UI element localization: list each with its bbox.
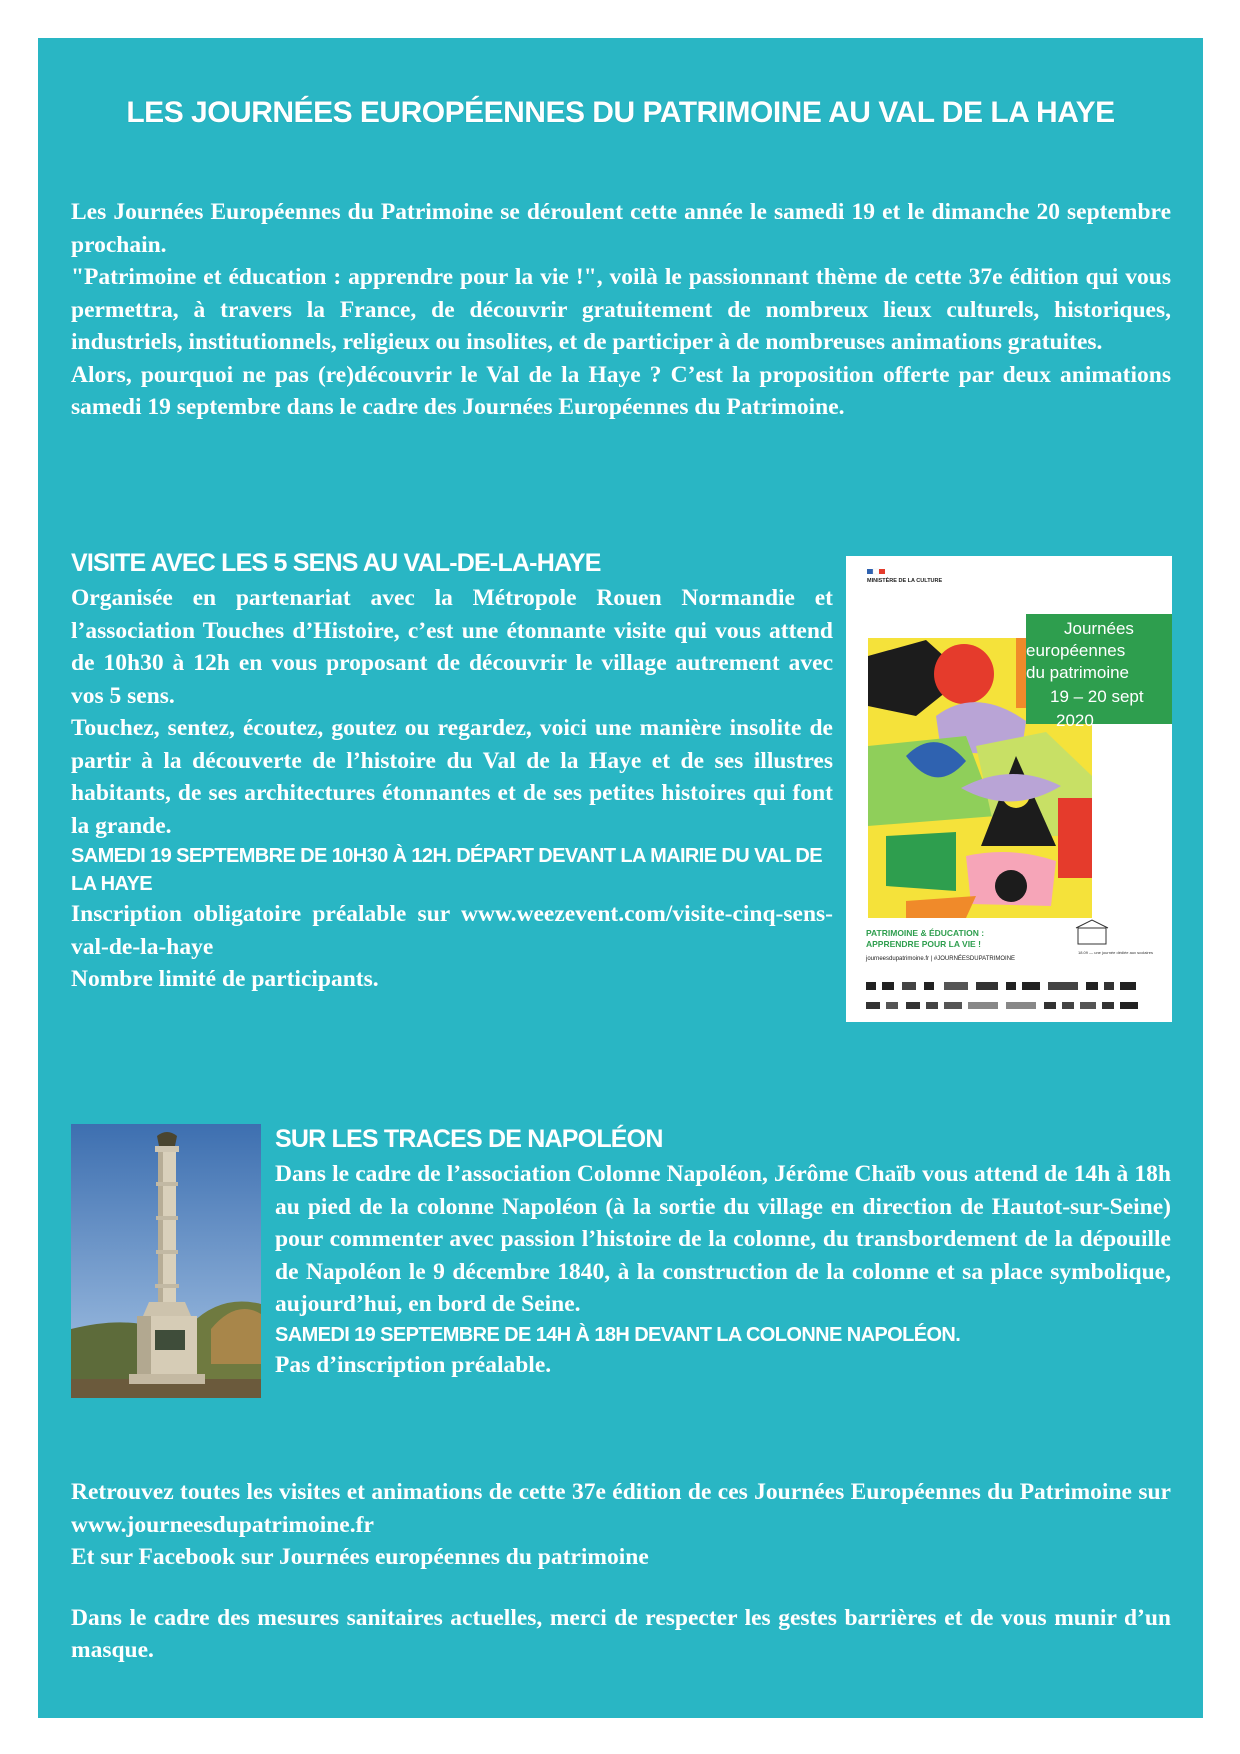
napoleon-column-photo [71, 1124, 261, 1398]
napoleon-paragraph: Dans le cadre de l’association Colonne Napoléon, Jérôme Chaïb vous attend de 14h à 18h au pied de la colonne Napoléon (à la sortie du village en direction de Hautot-sur-Seine) pour commenter avec passion l’histoire de la colonne, du transbordement de la dépouille de Napoléon le 9 décembre 1840, à la construction de la colonne et sa place symbolique, aujourd’hui, en bord de Seine. [275, 1161, 1171, 1317]
poster-artwork [846, 556, 1172, 1022]
jep-poster [846, 556, 1172, 1022]
intro-section [71, 196, 1171, 424]
visite-inscription: Inscription obligatoire préalable sur www.weezevent.com/visite-cinq-sens-val-de-la-haye [71, 901, 833, 960]
visite-paragraph-2: Touchez, sentez, écoutez, goutez ou regardez, voici une manière insolite de partir à la découverte de l’histoire du Val de la Haye et de ses illustres habitants, de ses architectures étonnantes et de ses petites histoires qui font la grande. [71, 715, 833, 839]
intro-paragraph-3: Alors, pourquoi ne pas (re)découvrir le Val de la Haye ? C’est la proposition offerte par deux animations samedi 19 septembre dans le cadre des Journées Européennes du Patrimoine. [71, 361, 1171, 420]
intro-paragraph-1: Les Journées Européennes du Patrimoine se déroulent cette année le samedi 19 et le dimanche 20 septembre prochain. [71, 199, 1171, 258]
page-title: LES JOURNÉES EUROPÉENNES DU PATRIMOINE AU VAL DE LA HAYE [126, 96, 1115, 129]
poster-banner-line-5: 2020 [1056, 711, 1094, 730]
napoleon-note: Pas d’inscription préalable. [275, 1351, 552, 1378]
marianne-logo [867, 569, 885, 574]
outro-section [71, 1476, 1171, 1667]
outro-paragraph-1: Retrouvez toutes les visites et animations de cette 37e édition de ces Journées Européennes du Patrimoine sur www.journeesdupatrimoine.fr [71, 1479, 1171, 1538]
poster-banner-line-3: du patrimoine [1026, 663, 1130, 682]
poster-footer: journeesdupatrimoine.fr | #JOURNÉESDUPATRIMOINE [866, 956, 1016, 962]
visite-paragraph-1: Organisée en partenariat avec la Métropole Rouen Normandie et l’association Touches d’Histoire, c’est une étonnante visite qui vous attend de 10h30 à 12h en vous proposant de découvrir le village autrement avec vos 5 sens. [71, 585, 833, 709]
poster-theme-line-1: PATRIMOINE & ÉDUCATION : [866, 928, 985, 938]
outro-paragraph-3: Dans le cadre des mesures sanitaires actuelles, merci de respecter les gestes barrières et de vous munir d’un masque. [71, 1604, 1171, 1663]
poster-theme-line-2: APPRENDRE POUR LA VIE ! [866, 939, 981, 949]
napoleon-schedule: SAMEDI 19 SEPTEMBRE DE 14H À 18H DEVANT LA COLONNE NAPOLÉON. [275, 1323, 961, 1346]
outro-paragraph-2: Et sur Facebook sur Journées européennes du patrimoine [71, 1544, 649, 1570]
intro-paragraph-2: "Patrimoine et éducation : apprendre pour la vie !", voilà le passionnant thème de cette 37e édition qui vous permettra, à travers la France, de découvrir gratuitement de nombreux lieux culturels, historiques, industriels, institutionnels, religieux ou insolites, et de participer à de nombreuses animations gratuites. [71, 264, 1171, 355]
outro-spacer [71, 1574, 1171, 1602]
poster-banner-line-4: 19 – 20 sept [1050, 687, 1144, 706]
content-panel [38, 38, 1203, 1718]
napoleon-title: SUR LES TRACES DE NAPOLÉON [275, 1125, 663, 1153]
visite-title: VISITE AVEC LES 5 SENS AU VAL-DE-LA-HAYE [71, 549, 601, 577]
poster-side-note: 18.09 — une journée dédiée aux scolaires [1078, 950, 1153, 955]
poster-ministry: MINISTÈRE DE LA CULTURE [867, 578, 943, 584]
napoleon-section [275, 1124, 1171, 1381]
visite-schedule: SAMEDI 19 SEPTEMBRE DE 10H30 À 12H. DÉPART DEVANT LA MAIRIE DU VAL DE LA HAYE [71, 845, 822, 895]
poster-banner-line-1: Journées [1064, 619, 1134, 638]
visite-limit: Nombre limité de participants. [71, 966, 379, 992]
visite-section [71, 548, 833, 996]
poster-banner-line-2: européennes [1026, 641, 1126, 660]
